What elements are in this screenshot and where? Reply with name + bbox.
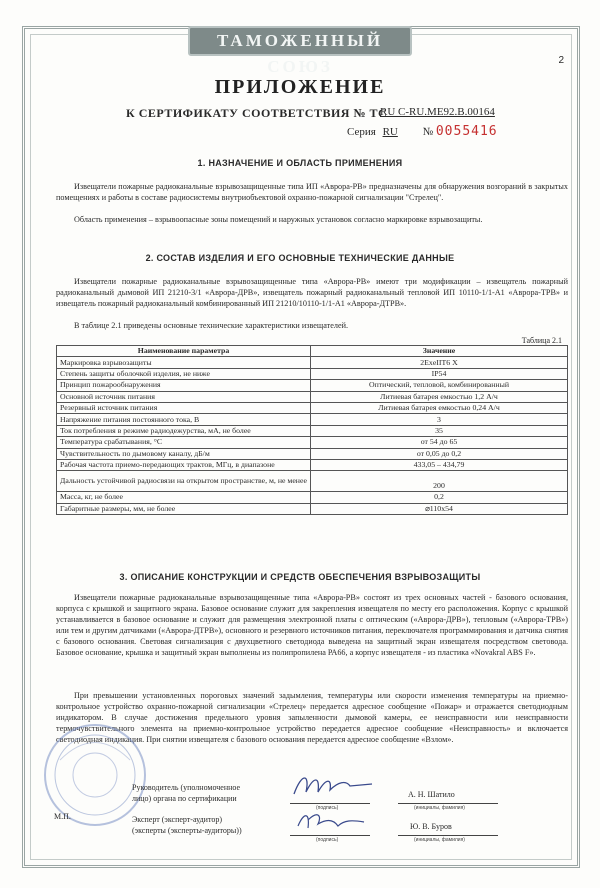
param-value: ⌀110х54 [311,503,568,514]
expert-sign-caption: (подпись) [316,837,339,843]
head-name-line [398,803,498,804]
param-value: Литиевая батарея емкостью 0,24 А/ч [311,402,568,413]
section-2-paragraph-2: В таблице 2.1 приведены основные технические характеристики извещателей. [74,321,349,330]
certificate-number: RU C-RU.ME92.B.00164 [380,106,495,118]
head-label-1: Руководитель (уполномоченное [132,783,241,792]
section-2-heading: 2. СОСТАВ ИЗДЕЛИЯ И ЕГО ОСНОВНЫЕ ТЕХНИЧЕСКИЕ ДАННЫЕ [145,253,455,263]
param-name: Резервный источник питания [57,402,311,413]
param-name: Маркировка взрывозащиты [57,357,311,368]
param-value: 2ExeIIT6 X [311,357,568,368]
param-name: Масса, кг, не более [57,492,311,503]
specifications-table [56,345,568,515]
page-title: ПРИЛОЖЕНИЕ [214,76,386,98]
table-row [57,471,568,492]
table-row [57,391,568,402]
expert-signature [292,806,372,836]
expert-name-line [398,835,498,836]
table-row [57,368,568,379]
serial-number: 0055416 [435,124,498,139]
table-row [57,380,568,391]
series-line [347,124,498,139]
param-value: 35 [311,425,568,436]
certificate-subtitle: К СЕРТИФИКАТУ СООТВЕТСТВИЯ № ТС [126,106,388,120]
head-initials-caption: (инициалы, фамилия) [414,805,465,811]
param-name: Габаритные размеры, мм, не более [57,503,311,514]
head-name: А. Н. Шатило [408,790,455,799]
head-sign-line [290,803,370,804]
table-header-row [57,346,568,357]
table-row [57,437,568,448]
param-name: Дальность устойчивой радиосвязи на открытом пространстве, м, не менее [57,471,311,492]
head-signature [288,768,378,802]
param-name: Температура срабатывания, °С [57,437,311,448]
table-caption: Таблица 2.1 [521,336,562,345]
param-value: 200 [311,471,568,492]
table-row [57,492,568,503]
param-name: Чувствительность по дымовому каналу, дБ/м [57,448,311,459]
param-value: от 54 до 65 [311,437,568,448]
series-label: Серия [347,126,376,138]
section-2-paragraph-1: Извещатели пожарные радиоканальные взрывозащищенные типа «Аврора-РВ» имеют три модификации – извещатель пожарный радиоканальный дымовой ИП 21210-3/1 «Аврора-ДРВ», извещатель пожарный радиоканальный тепловой ИП 10110-1/1-А1 «Аврора-ТРВ» и извещатель пожарный радиоканальный комбинированный ИП 21210/10110-1/1-А1 «Аврора-ДТРВ». [56,277,568,308]
section-1-heading: 1. НАЗНАЧЕНИЕ И ОБЛАСТЬ ПРИМЕНЕНИЯ [197,158,403,168]
param-name: Принцип пожарообнаружения [57,380,311,391]
param-name: Рабочая частота приемо-передающих трактов, МГц, в диапазоне [57,459,311,470]
expert-label-2: (эксперты (эксперты-аудиторы)) [132,826,242,835]
table-row [57,414,568,425]
page-number: 2 [558,55,564,66]
table-row [57,357,568,368]
param-name: Ток потребления в режиме радиодежурства, мА, не более [57,425,311,436]
param-value: Оптический, тепловой, комбинированный [311,380,568,391]
section-1-paragraph-2: Область применения – взрывоопасные зоны помещений и наружных установок согласно маркировке взрывозащиты. [74,215,483,224]
expert-initials-caption: (инициалы, фамилия) [414,837,465,843]
table-row [57,448,568,459]
section-3-heading: 3. ОПИСАНИЕ КОНСТРУКЦИИ И СРЕДСТВ ОБЕСПЕЧЕНИЯ ВЗРЫВОЗАЩИТЫ [119,572,481,582]
param-value: IP54 [311,368,568,379]
number-label: № [422,126,434,138]
head-sign-caption: (подпись) [316,805,339,811]
expert-name: Ю. В. Буров [410,822,452,831]
stamp-place-mp: М.П. [54,812,71,821]
param-value: Литиевая батарея емкостью 1,2 А/ч [311,391,568,402]
param-value: 3 [311,414,568,425]
table-row [57,503,568,514]
head-label-2: лицо) органа по сертификации [132,794,237,803]
section-3-paragraph-2: При превышении установленных пороговых значений задымления, температуры или скорости изменения температуры на приемно-контрольное устройство охранно-пожарной сигнализации «Стрелец» передается адресное сообщение «Пожар» и отражается светодиодным индикатором. В случае достижения предельного уровня запыленности дымовой камеры, ее неисправности или неисправности термочувствительного элемента на приемно-контрольное устройство передается адресное сообщение «Неисправность» и включается светодиодная индикация. При снятии извещателя с базового основания передается адресное сообщение «Взлом». [56,691,568,744]
param-value: 0,2 [311,492,568,503]
section-3-paragraph-1: Извещатели пожарные радиоканальные взрывозащищенные типа «Аврора-РВ» состоят из трех основных частей - базового основания, корпуса с крышкой и защитного экрана. Базовое основание служит для закрепления извещателя по месту его расположения. Корпус с крышкой устанавливается в базовое основание и служит для размещения электронной платы с оптическим («Аврора-ДРВ»), тепловым («Аврора-ТРВ») или тем и другим датчиками («Аврора-ДТРВ»), основного и резервного источников питания, переключателя программирования и датчика снятия с базового основания. Световая сигнализация с двухцветного светодиода выведена на защитный экран извещателя посредством световода. Базовое основание, крышка и защитный экран выполнены из полипропилена РА66, а корпус извещателя - из пластика «Novakral ABS F». [56,593,568,657]
column-header: Наименование параметра [57,346,311,357]
table-row [57,459,568,470]
param-value: от 0,05 до 0,2 [311,448,568,459]
param-name: Степень защиты оболочкой изделия, не ниже [57,368,311,379]
column-header: Значение [311,346,568,357]
param-value: 433,05 – 434,79 [311,459,568,470]
table-row [57,402,568,413]
customs-union-banner: ТАМОЖЕННЫЙ СОЮЗ [188,26,412,56]
expert-label-1: Эксперт (эксперт-аудитор) [132,815,223,824]
table-row [57,425,568,436]
param-name: Основной источник питания [57,391,311,402]
section-1-paragraph-1: Извещатели пожарные радиоканальные взрывозащищенные типа ИП «Аврора-РВ» предназначены для обнаружения возгораний в закрытых помещениях и работы в составе радиосистемы внутриобъектовой охранно-пожарной сигнализации "Стрелец". [56,182,568,202]
series-value: RU [382,126,398,138]
param-name: Напряжение питания постоянного тока, В [57,414,311,425]
